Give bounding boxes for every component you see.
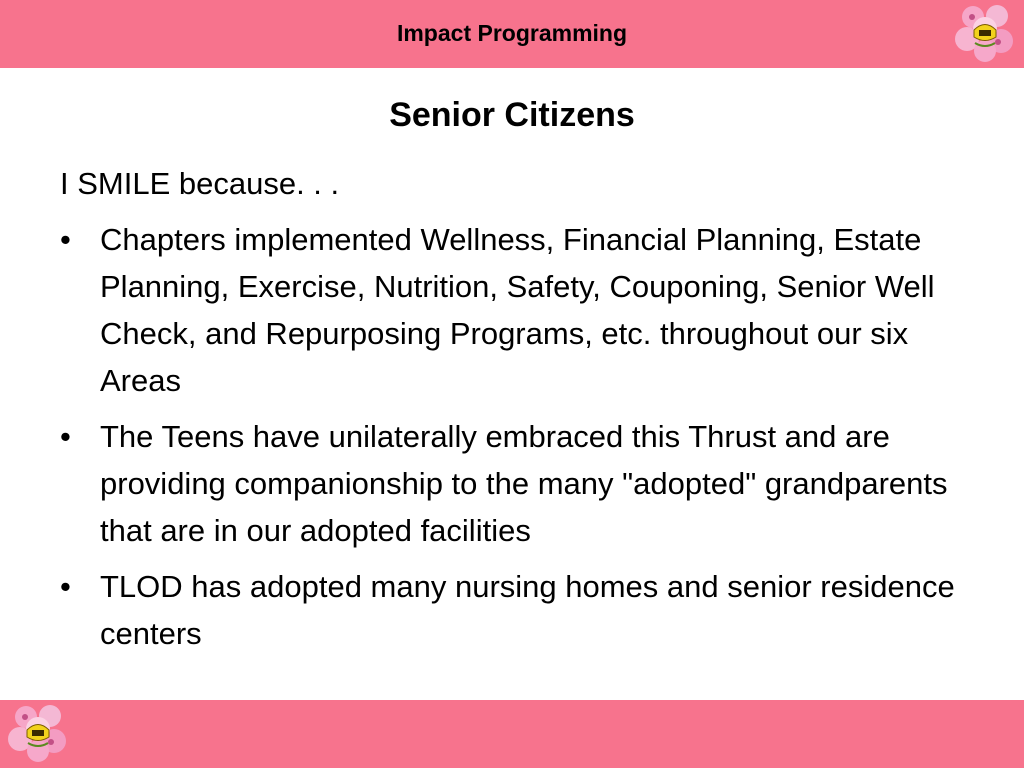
bullet-text: TLOD has adopted many nursing homes and senior residence centers [100,569,955,651]
flower-emblem-icon [955,3,1015,63]
bullet-icon: • [60,419,71,454]
intro-line: I SMILE because. . . [60,166,340,201]
header-title: Impact Programming [396,20,628,46]
bullet-list [60,216,980,657]
list-item [60,563,980,657]
flower-emblem-icon [8,703,68,763]
slide-body [60,160,980,666]
list-item [60,216,980,404]
slide-title: Senior Citizens [389,96,635,134]
bullet-text: The Teens have unilaterally embraced this Thrust and are providing companionship to the many "adopted" grandparents that are in our adopted facilities [100,419,948,548]
bullet-text: Chapters implemented Wellness, Financial Planning, Estate Planning, Exercise, Nutrition, Safety, Couponing, Senior Well Check, and Repurposing Programs, etc. throughout our six Areas [100,222,935,398]
footer-band [0,700,1024,768]
bullet-icon: • [60,222,71,257]
list-item [60,413,980,554]
bullet-icon: • [60,569,71,604]
